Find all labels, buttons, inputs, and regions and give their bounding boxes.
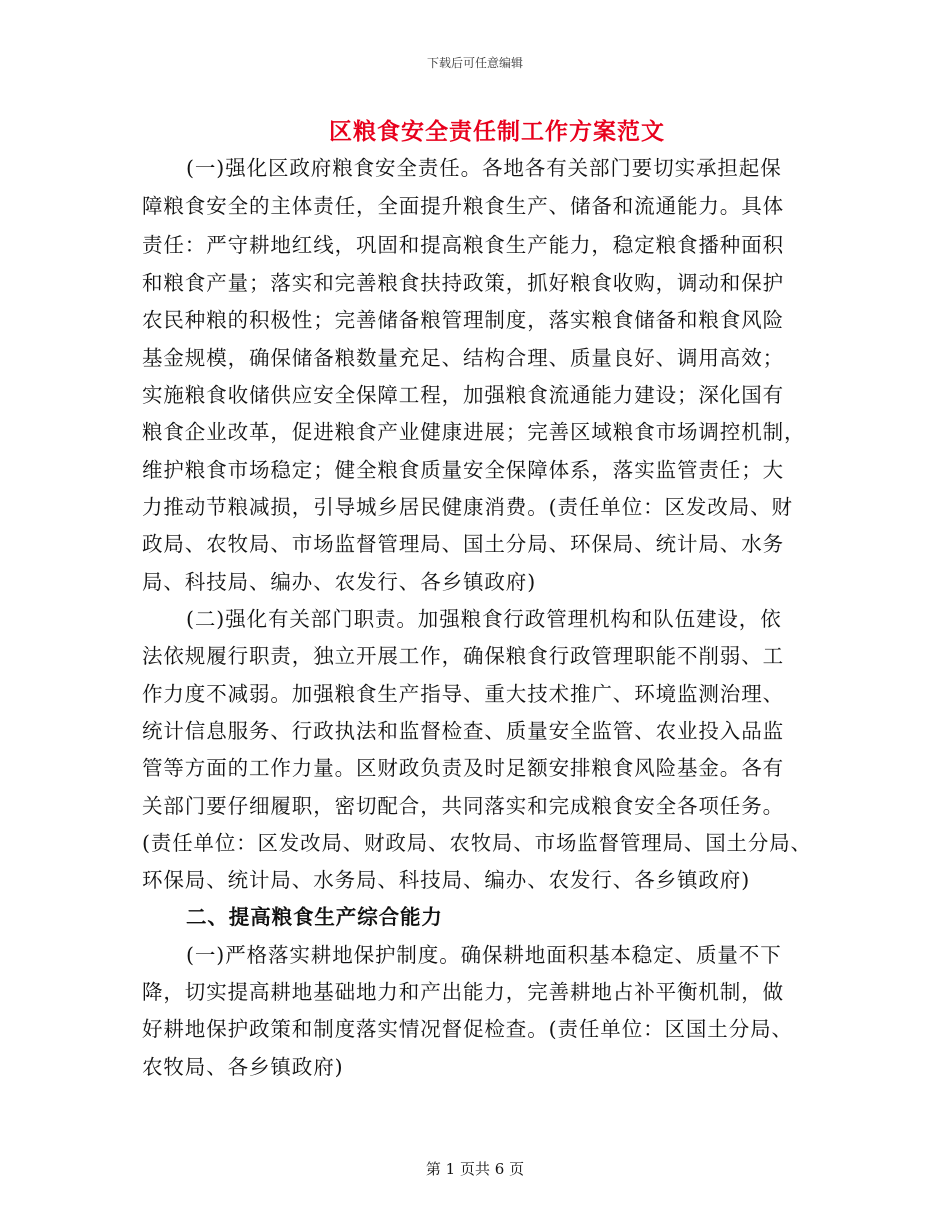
paragraph-3-line-2: 降，切实提高耕地基础地力和产出能力，完善耕地占补平衡机制，做 [142, 980, 784, 1004]
paragraph-2-line-4: 统计信息服务、行政执法和监督检查、质量安全监管、农业投入品监 [142, 719, 784, 743]
paragraph-2-line-7: (责任单位：区发改局、财政局、农牧局、市场监督管理局、国土分局、 [142, 831, 812, 855]
page-footer: 第 1 页共 6 页 [425, 1160, 525, 1178]
paragraph-1-line-4: 和粮食产量；落实和完善粮食扶持政策，抓好粮食收购，调动和保护 [142, 271, 784, 295]
paragraph-2-line-5: 管等方面的工作力量。区财政负责及时足额安排粮食风险基金。各有 [142, 756, 784, 780]
section-heading: 二、提高粮食生产综合能力 [186, 905, 443, 929]
paragraph-1-line-11: 政局、农牧局、市场监督管理局、国土分局、环保局、统计局、水务 [142, 532, 784, 556]
paragraph-2-line-6: 关部门要仔细履职，密切配合，共同落实和完成粮食安全各项任务。 [142, 794, 784, 818]
paragraph-1-line-5: 农民种粮的积极性；完善储备粮管理制度，落实粮食储备和粮食风险 [142, 308, 784, 332]
paragraph-2-line-2: 法依规履行职责，独立开展工作，确保粮食行政管理职能不削弱、工 [142, 644, 784, 668]
paragraph-2-line-3: 作力度不减弱。加强粮食生产指导、重大技术推广、环境监测治理、 [142, 682, 784, 706]
paragraph-1-line-1: (一)强化区政府粮食安全责任。各地各有关部门要切实承担起保 [186, 156, 782, 180]
paragraph-2-line-8: 环保局、统计局、水务局、科技局、编办、农发行、各乡镇政府) [142, 868, 751, 892]
paragraph-1-line-6: 基金规模，确保储备粮数量充足、结构合理、质量良好、调用高效； [142, 346, 784, 370]
paragraph-1-line-7: 实施粮食收储供应安全保障工程，加强粮食流通能力建设；深化国有 [142, 383, 784, 407]
paragraph-1-line-8: 粮食企业改革，促进粮食产业健康进展；完善区域粮食市场调控机制， [142, 420, 806, 444]
paragraph-1-line-9: 维护粮食市场稳定；健全粮食质量安全保障体系，落实监管责任；大 [142, 458, 784, 482]
document-title: 区粮食安全责任制工作方案范文 [329, 118, 665, 145]
paragraph-3-line-4: 农牧局、各乡镇政府) [142, 1055, 344, 1079]
paragraph-1-line-3: 责任：严守耕地红线，巩固和提高粮食生产能力，稳定粮食播种面积 [142, 233, 784, 257]
paragraph-1-line-2: 障粮食安全的主体责任，全面提升粮食生产、储备和流通能力。具体 [142, 194, 784, 218]
page-header: 下载后可任意编辑 [426, 56, 523, 70]
paragraph-2-line-1: (二)强化有关部门职责。加强粮食行政管理机构和队伍建设，依 [186, 607, 782, 631]
paragraph-3-line-3: 好耕地保护政策和制度落实情况督促检查。(责任单位：区国土分局、 [142, 1017, 793, 1041]
paragraph-1-line-10: 力推动节粮减损，引导城乡居民健康消费。(责任单位：区发改局、财 [142, 495, 793, 519]
paragraph-3-line-1: (一)严格落实耕地保护制度。确保耕地面积基本稳定、质量不下 [186, 943, 782, 967]
paragraph-1-line-12: 局、科技局、编办、农发行、各乡镇政府) [142, 570, 537, 594]
